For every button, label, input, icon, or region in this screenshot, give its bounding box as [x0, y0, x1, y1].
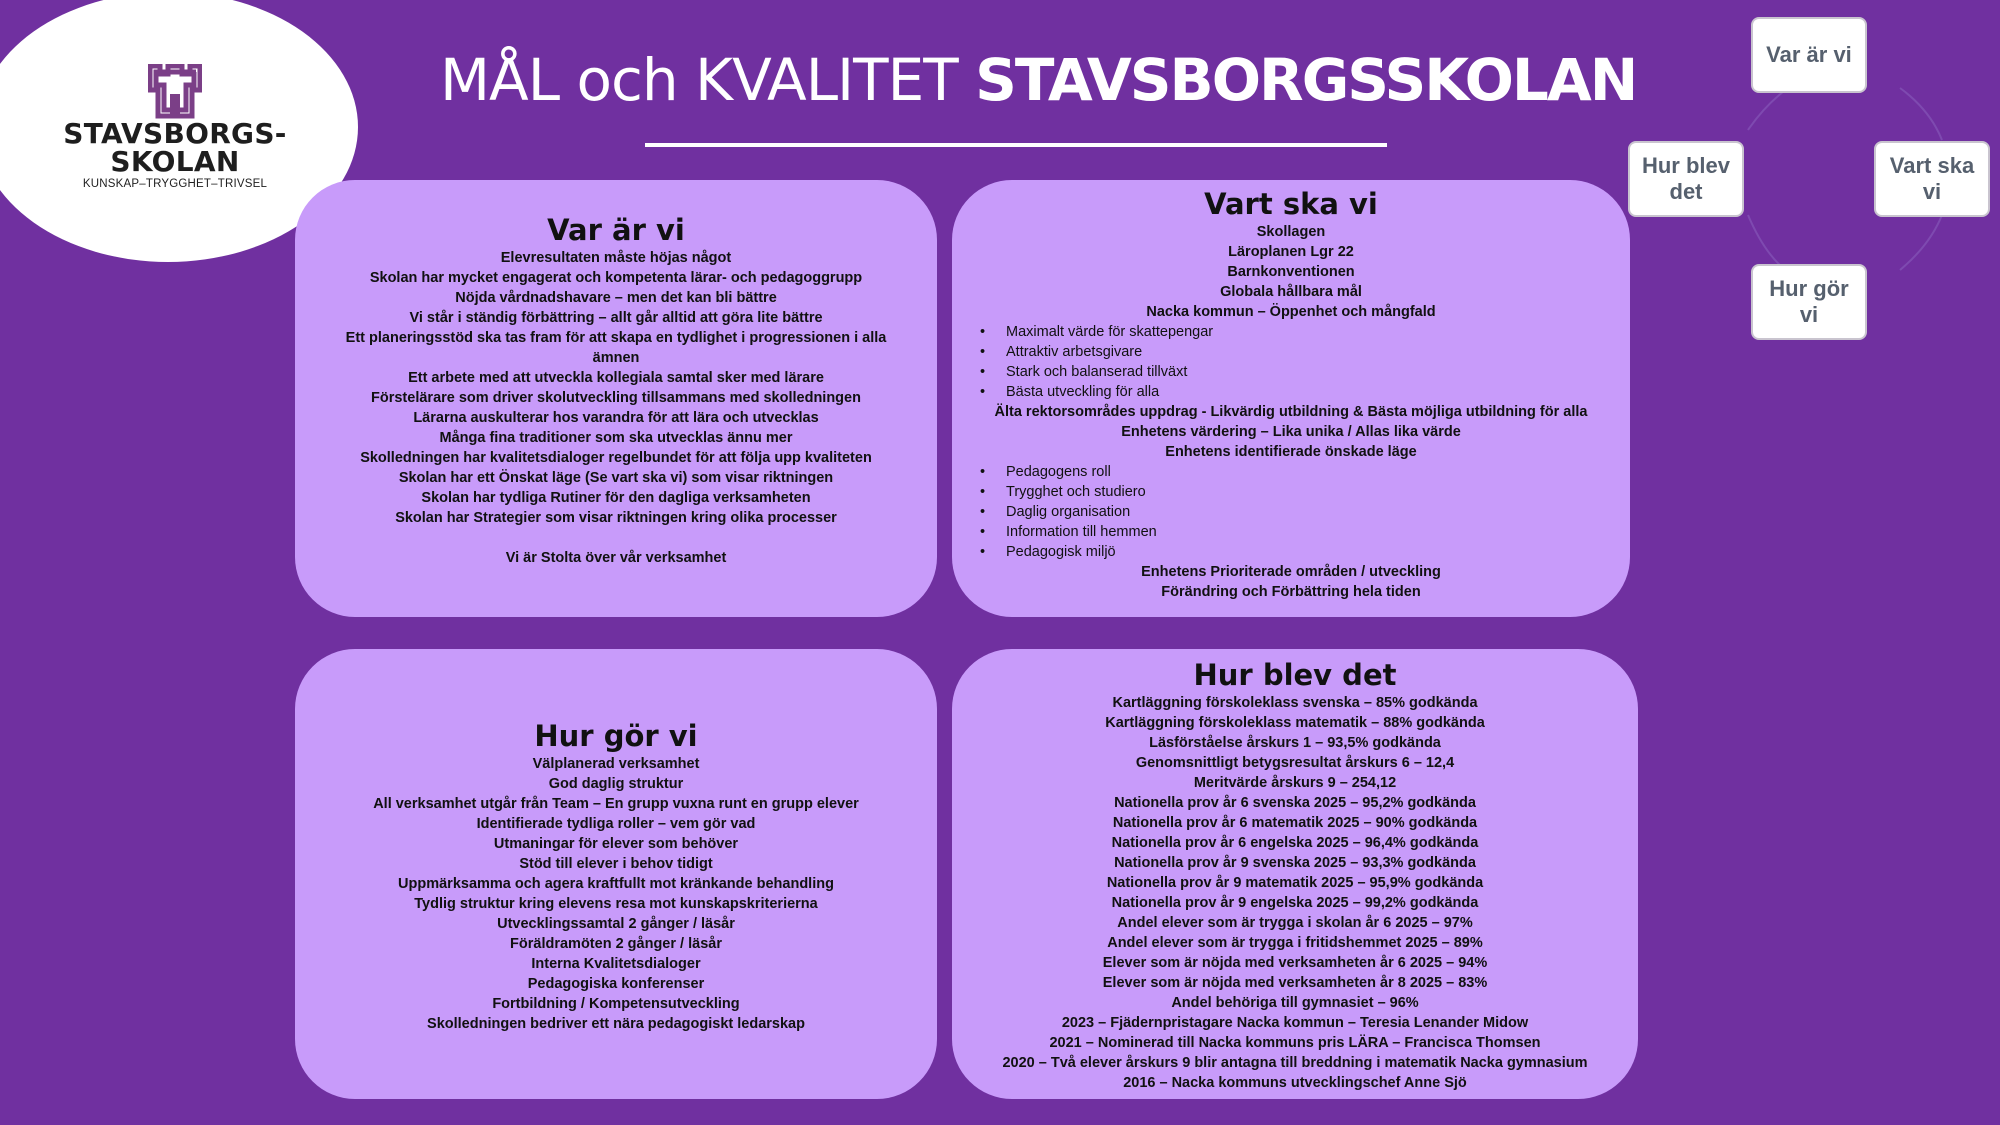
panel-line: Elever som är nöjda med verksamheten år 6 2025 – 94% — [1102, 955, 1488, 971]
panel-line: 2020 – Två elever årskurs 9 blir antagna till breddning i matematik Nacka gymnasium — [1002, 1055, 1588, 1071]
panel-vart-ska-vi — [952, 180, 1630, 617]
panel-line: Andel elever som är trygga i skolan år 6 2025 – 97% — [1117, 915, 1473, 931]
panel-heading: Hur blev det — [1193, 658, 1397, 692]
panel-line: God daglig struktur — [548, 776, 684, 792]
cycle-node-hur-gor-vi — [1751, 264, 1867, 340]
list-item: • Daglig organisation — [972, 502, 1630, 522]
logo-name-line2: SKOLAN — [110, 145, 240, 178]
panel-line: Nationella prov år 9 svenska 2025 – 93,3% godkända — [1114, 855, 1476, 871]
list-item: • Maximalt värde för skattepengar — [972, 322, 1630, 342]
spacer — [295, 528, 937, 548]
list-item: • Stark och balanserad tillväxt — [972, 362, 1630, 382]
panel-line: Läroplanen Lgr 22 — [1228, 244, 1354, 260]
panel-line: Läsförståelse årskurs 1 – 93,5% godkända — [1149, 735, 1441, 751]
panel-line: Nöjda vårdnadshavare – men det kan bli bättre — [455, 290, 777, 306]
cycle-node-hur-gor-vi-l1: Hur gör — [1769, 276, 1849, 301]
panel-closing: Vi är Stolta över vår verksamhet — [505, 550, 727, 566]
cycle-node-hur-blev-det — [1628, 141, 1744, 217]
panel-var-ar-vi — [295, 180, 937, 617]
panel-line: ämnen — [592, 350, 640, 366]
panel-line: Elever som är nöjda med verksamheten år 8 2025 – 83% — [1102, 975, 1488, 991]
list-item: • Information till hemmen — [972, 522, 1630, 542]
panel-line: Uppmärksamma och agera kraftfullt mot kränkande behandling — [398, 876, 834, 892]
cycle-node-vart-ska-vi-l1: Vart ska — [1889, 153, 1975, 178]
panel-line: Förändring och Förbättring hela tiden — [1161, 584, 1421, 600]
bullet-list — [972, 322, 1630, 402]
list-item: • Attraktiv arbetsgivare — [972, 342, 1630, 362]
cycle-node-var-ar-vi-label: Var är vi — [1766, 42, 1852, 67]
panel-line: Utvecklingssamtal 2 gånger / läsår — [497, 916, 735, 932]
cycle-node-var-ar-vi — [1751, 17, 1867, 93]
panel-line: Skolledningen har kvalitetsdialoger regelbundet för att följa upp kvaliteten — [360, 450, 872, 466]
cycle-node-hur-blev-det-l2: det — [1669, 179, 1703, 204]
panel-line: Nationella prov år 6 engelska 2025 – 96,4% godkända — [1111, 835, 1479, 851]
panel-line: Identifierade tydliga roller – vem gör vad — [476, 816, 756, 832]
panel-line: Nationella prov år 6 matematik 2025 – 90% godkända — [1112, 815, 1478, 831]
panel-line: Andel elever som är trygga i fritidshemmet 2025 – 89% — [1107, 935, 1483, 951]
panel-heading: Vart ska vi — [1204, 187, 1378, 221]
panel-line: Skolledningen bedriver ett nära pedagogiskt ledarskap — [427, 1016, 805, 1032]
list-item: • Pedagogisk miljö — [972, 542, 1630, 562]
panel-line: Tydlig struktur kring elevens resa mot kunskapskriterierna — [414, 896, 818, 912]
panel-line: Enhetens identifierade önskade läge — [1165, 444, 1417, 460]
panel-line: Andel behöriga till gymnasiet – 96% — [1171, 995, 1419, 1011]
list-item: • Bästa utveckling för alla — [972, 382, 1630, 402]
panel-line: Kartläggning förskoleklass matematik – 88% godkända — [1105, 715, 1485, 731]
page-title-regular: MÅL och KVALITET — [440, 46, 976, 114]
panel-line: Kartläggning förskoleklass svenska – 85% godkända — [1112, 695, 1478, 711]
panel-line: Fortbildning / Kompetensutveckling — [492, 996, 740, 1012]
panel-heading: Var är vi — [547, 213, 685, 247]
panel-line: Nationella prov år 9 matematik 2025 – 95,9% godkända — [1106, 875, 1484, 891]
panel-line: Lärarna auskulterar hos varandra för att lära och utvecklas — [413, 410, 819, 426]
panel-line: Genomsnittligt betygsresultat årskurs 6 – 12,4 — [1135, 755, 1455, 771]
page-title-bold: STAVSBORGSSKOLAN — [975, 46, 1637, 114]
panel-line: 2021 – Nominerad till Nacka kommuns pris LÄRA – Francisca Thomsen — [1049, 1035, 1541, 1051]
tower-icon — [148, 64, 202, 120]
panel-line: Ett planeringsstöd ska tas fram för att skapa en tydlighet i progressionen i alla — [345, 330, 887, 346]
panel-line: 2023 – Fjädernpristagare Nacka kommun – Teresia Lenander Midow — [1061, 1015, 1529, 1031]
list-item: • Trygghet och studiero — [972, 482, 1630, 502]
title-divider — [645, 143, 1387, 147]
panel-line: Enhetens värdering – Lika unika / Allas lika värde — [1121, 424, 1461, 440]
panel-line: Skollagen — [1256, 224, 1326, 240]
panel-line: Nacka kommun – Öppenhet och mångfald — [1146, 304, 1436, 320]
panel-line: Skolan har tydliga Rutiner för den dagliga verksamheten — [421, 490, 811, 506]
panel-line: Enhetens Prioriterade områden / utveckling — [1141, 564, 1441, 580]
panel-heading: Hur gör vi — [534, 719, 698, 753]
panel-line: Vi står i ständig förbättring – allt går alltid att göra lite bättre — [409, 310, 823, 326]
cycle-node-hur-blev-det-l1: Hur blev — [1641, 153, 1731, 178]
panel-hur-gor-vi — [295, 649, 937, 1099]
panel-line: Välplanerad verksamhet — [532, 756, 700, 772]
panel-line: Utmaningar för elever som behöver — [493, 836, 739, 852]
cycle-node-vart-ska-vi — [1874, 141, 1990, 217]
cycle-node-hur-gor-vi-l2: vi — [1799, 302, 1819, 327]
panel-line: Barnkonventionen — [1227, 264, 1355, 280]
panel-line: Ett arbete med att utveckla kollegiala samtal sker med lärare — [408, 370, 824, 386]
panel-line: Skolan har Strategier som visar riktningen kring olika processer — [395, 510, 837, 526]
panel-line: Skolan har mycket engagerat och kompetenta lärar- och pedagoggrupp — [369, 270, 863, 286]
panel-line: Älta rektorsområdes uppdrag - Likvärdig utbildning & Bästa möjliga utbildning för alla — [994, 404, 1588, 420]
panel-line: Skolan har ett Önskat läge (Se vart ska vi) som visar riktningen — [398, 470, 834, 486]
panel-line: Många fina traditioner som ska utvecklas ännu mer — [439, 430, 793, 446]
panel-line: Stöd till elever i behov tidigt — [519, 856, 713, 872]
panel-line: All verksamhet utgår från Team – En grupp vuxna runt en grupp elever — [373, 796, 859, 812]
list-item: • Pedagogens roll — [972, 462, 1630, 482]
panel-line: Meritvärde årskurs 9 – 254,12 — [1193, 775, 1397, 791]
panel-line: Interna Kvalitetsdialoger — [531, 956, 701, 972]
logo-slogan: KUNSKAP–TRYGGHET–TRIVSEL — [82, 178, 268, 190]
panel-line: Nationella prov år 9 engelska 2025 – 99,2% godkända — [1111, 895, 1479, 911]
panel-line: Globala hållbara mål — [1220, 284, 1362, 300]
bullet-list — [972, 462, 1630, 562]
logo-name-line1: STAVSBORGS- — [63, 117, 287, 150]
panel-line: 2016 – Nacka kommuns utvecklingschef Anne Sjö — [1123, 1075, 1467, 1091]
page-title — [440, 46, 1637, 114]
panel-line: Nationella prov år 6 svenska 2025 – 95,2% godkända — [1114, 795, 1476, 811]
panel-line: Elevresultaten måste höjas något — [500, 250, 732, 266]
panel-line: Föräldramöten 2 gånger / läsår — [510, 936, 722, 952]
panel-line: Förstelärare som driver skolutveckling tillsammans med skolledningen — [371, 390, 861, 406]
panel-line: Pedagogiska konferenser — [527, 976, 705, 992]
cycle-node-vart-ska-vi-l2: vi — [1922, 179, 1942, 204]
logo-name — [60, 117, 290, 178]
panel-hur-blev-det — [952, 649, 1638, 1099]
